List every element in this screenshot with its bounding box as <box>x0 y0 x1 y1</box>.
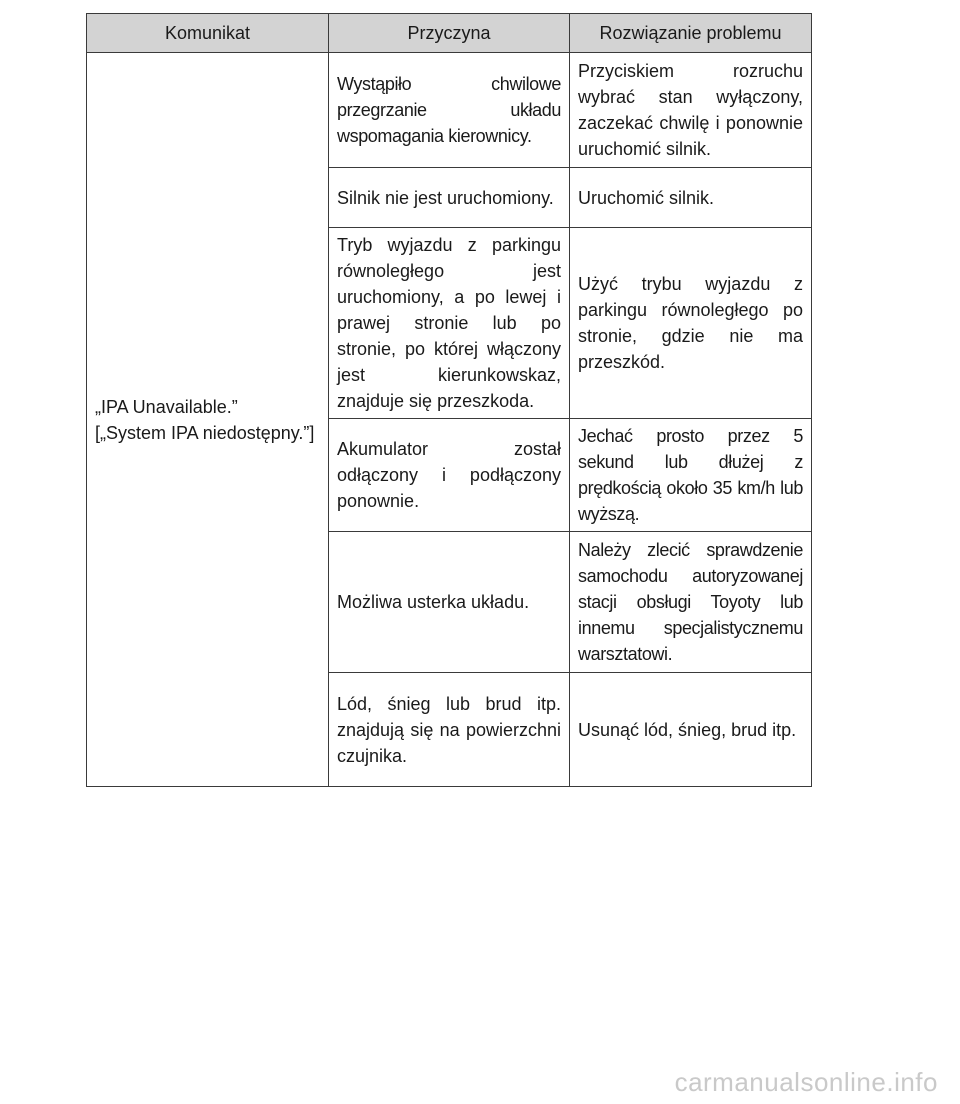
cause-cell: Akumulator został odłączony i podłączony ponownie. <box>329 419 570 532</box>
header-komunikat: Komunikat <box>87 14 329 53</box>
ipa-message-table <box>86 13 812 787</box>
table-row <box>87 53 812 168</box>
solution-cell: Uruchomić silnik. <box>570 168 812 228</box>
message-cell: „IPA Unavailable.” [„System IPA niedostępny.”] <box>87 53 329 787</box>
header-rozwiazanie: Rozwiązanie problemu <box>570 14 812 53</box>
header-przyczyna: Przyczyna <box>329 14 570 53</box>
solution-cell: Jechać prosto przez 5 sekund lub dłużej z prędkością około 35 km/h lub wyższą. <box>570 419 812 532</box>
cause-cell: Wystąpiło chwilowe przegrzanie układu wspomagania kierownicy. <box>329 53 570 168</box>
solution-cell: Usunąć lód, śnieg, brud itp. <box>570 673 812 787</box>
watermark: carmanualsonline.info <box>674 1067 938 1097</box>
solution-cell: Przyciskiem rozruchu wybrać stan wyłączony, zaczekać chwilę i ponownie uruchomić silnik. <box>570 53 812 168</box>
header-row <box>87 14 812 53</box>
cause-cell: Lód, śnieg lub brud itp. znajdują się na powierzchni czujnika. <box>329 673 570 787</box>
cause-cell: Tryb wyjazdu z parkingu równoległego jest uruchomiony, a po lewej i prawej stronie lub po stronie, po której włączony jest kierunkowskaz, znajduje się przeszkoda. <box>329 228 570 419</box>
solution-cell: Należy zlecić sprawdzenie samochodu autoryzowanej stacji obsługi Toyoty lub innemu specjalistycznemu warsztatowi. <box>570 532 812 673</box>
cause-cell: Możliwa usterka układu. <box>329 532 570 673</box>
cause-cell: Silnik nie jest uruchomiony. <box>329 168 570 228</box>
solution-cell: Użyć trybu wyjazdu z parkingu równoległego po stronie, gdzie nie ma przeszkód. <box>570 228 812 419</box>
